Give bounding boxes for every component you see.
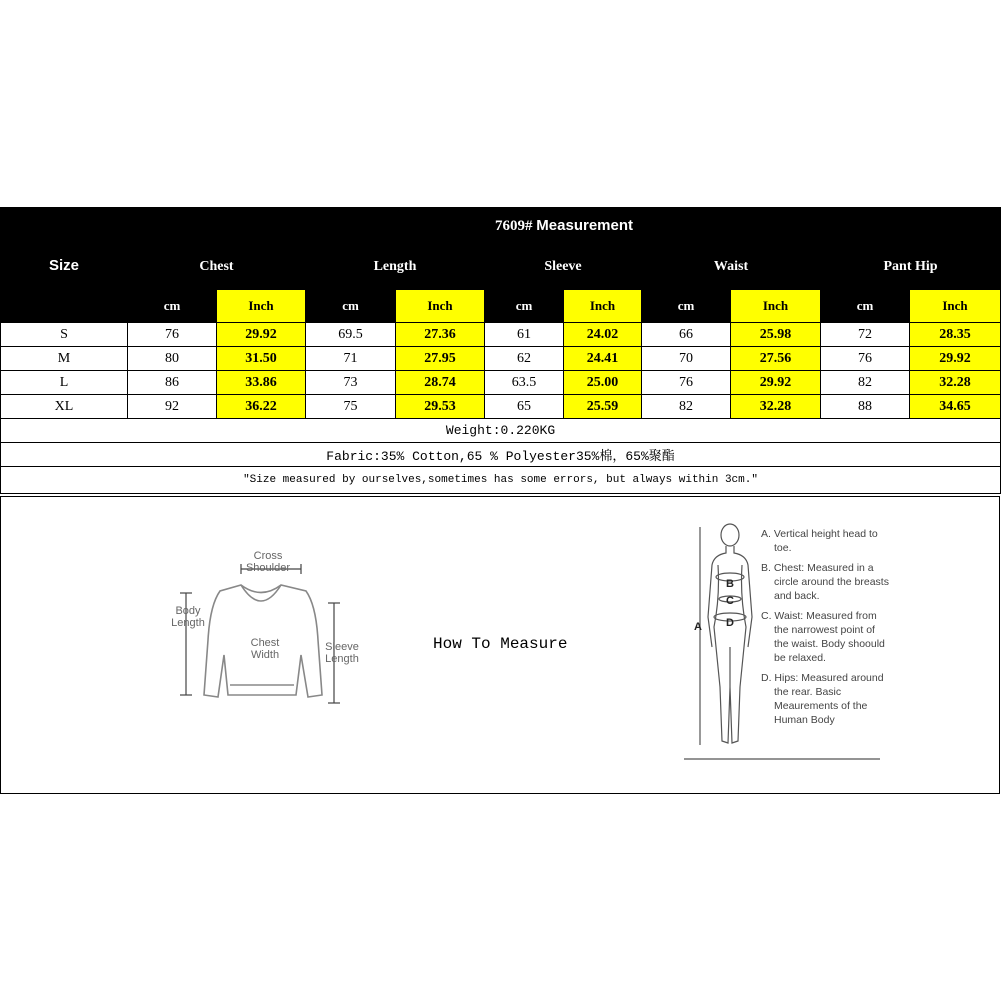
legend-item-b: B. Chest: Measured in a circle around the breasts and back. <box>761 562 889 602</box>
table-title <box>128 208 1001 245</box>
chest-width-label: Chest Width <box>250 637 280 661</box>
unit-cm-header: cm <box>485 290 564 323</box>
size-cell: L <box>1 371 128 395</box>
table-row <box>1 371 1001 395</box>
letter-a: A <box>694 621 702 633</box>
inch-cell: 29.92 <box>217 323 306 347</box>
cm-cell: 66 <box>642 323 731 347</box>
inch-cell: 32.28 <box>910 371 1001 395</box>
unit-cm-header: cm <box>642 290 731 323</box>
title-word: Measurement <box>536 217 633 234</box>
letter-b: B <box>726 578 734 590</box>
unit-inch-header: Inch <box>217 290 306 323</box>
cm-cell: 70 <box>642 347 731 371</box>
measure-guide <box>0 496 1000 794</box>
legend-item-d: D. Hips: Measured around the rear. Basic Meaurements of the Human Body <box>761 672 884 726</box>
how-to-measure: How To Measure <box>433 635 568 653</box>
table-row <box>1 323 1001 347</box>
cm-cell: 76 <box>128 323 217 347</box>
table-row <box>1 347 1001 371</box>
inch-cell: 25.98 <box>731 323 821 347</box>
inch-cell: 27.95 <box>396 347 485 371</box>
inch-cell: 28.74 <box>396 371 485 395</box>
group-header: Waist <box>642 245 821 290</box>
size-header: Size <box>1 208 128 323</box>
inch-cell: 34.65 <box>910 395 1001 419</box>
inch-cell: 24.02 <box>564 323 642 347</box>
inch-cell: 25.00 <box>564 371 642 395</box>
weight-row: Weight:0.220KG <box>1 419 1001 443</box>
inch-cell: 29.92 <box>731 371 821 395</box>
body-length-label: Body Length <box>171 605 205 629</box>
letter-c: C <box>726 595 734 607</box>
title-code: 7609# <box>495 218 533 234</box>
unit-cm-header: cm <box>821 290 910 323</box>
letter-d: D <box>726 617 734 629</box>
inch-cell: 27.56 <box>731 347 821 371</box>
cm-cell: 71 <box>306 347 396 371</box>
inch-cell: 36.22 <box>217 395 306 419</box>
note-row: "Size measured by ourselves,sometimes has some errors, but always within 3cm." <box>1 467 1001 494</box>
unit-inch-header: Inch <box>910 290 1001 323</box>
unit-inch-header: Inch <box>564 290 642 323</box>
inch-cell: 25.59 <box>564 395 642 419</box>
legend-item-a: A. Vertical height head to toe. <box>761 528 878 554</box>
cm-cell: 62 <box>485 347 564 371</box>
unit-cm-header: cm <box>306 290 396 323</box>
sleeve-length-label: Sleeve Length <box>325 641 359 665</box>
group-header: Length <box>306 245 485 290</box>
size-cell: XL <box>1 395 128 419</box>
cm-cell: 92 <box>128 395 217 419</box>
size-cell: S <box>1 323 128 347</box>
inch-cell: 27.36 <box>396 323 485 347</box>
cm-cell: 73 <box>306 371 396 395</box>
inch-cell: 33.86 <box>217 371 306 395</box>
cm-cell: 76 <box>642 371 731 395</box>
inch-cell: 29.53 <box>396 395 485 419</box>
cm-cell: 80 <box>128 347 217 371</box>
unit-cm-header: cm <box>128 290 217 323</box>
shirt-diagram <box>166 545 366 720</box>
cross-shoulder-label: Cross Shoulder <box>245 550 291 574</box>
inch-cell: 24.41 <box>564 347 642 371</box>
fabric-row: Fabric:35% Cotton,65 % Polyester35%棉，65%聚酯 <box>1 443 1001 467</box>
legend-item-c: C. Waist: Measured from the narrowest point of the waist. Body shoould be relaxed. <box>761 610 885 664</box>
size-chart <box>0 207 1001 494</box>
inch-cell: 31.50 <box>217 347 306 371</box>
group-header: Pant Hip <box>821 245 1001 290</box>
cm-cell: 75 <box>306 395 396 419</box>
cm-cell: 86 <box>128 371 217 395</box>
unit-inch-header: Inch <box>731 290 821 323</box>
unit-inch-header: Inch <box>396 290 485 323</box>
cm-cell: 88 <box>821 395 910 419</box>
cm-cell: 69.5 <box>306 323 396 347</box>
size-table <box>0 207 1001 494</box>
inch-cell: 32.28 <box>731 395 821 419</box>
measurement-legend <box>761 527 891 733</box>
cm-cell: 65 <box>485 395 564 419</box>
cm-cell: 61 <box>485 323 564 347</box>
group-header: Sleeve <box>485 245 642 290</box>
cm-cell: 72 <box>821 323 910 347</box>
inch-cell: 29.92 <box>910 347 1001 371</box>
size-cell: M <box>1 347 128 371</box>
cm-cell: 82 <box>642 395 731 419</box>
cm-cell: 82 <box>821 371 910 395</box>
group-header: Chest <box>128 245 306 290</box>
cm-cell: 63.5 <box>485 371 564 395</box>
cm-cell: 76 <box>821 347 910 371</box>
inch-cell: 28.35 <box>910 323 1001 347</box>
table-row <box>1 395 1001 419</box>
